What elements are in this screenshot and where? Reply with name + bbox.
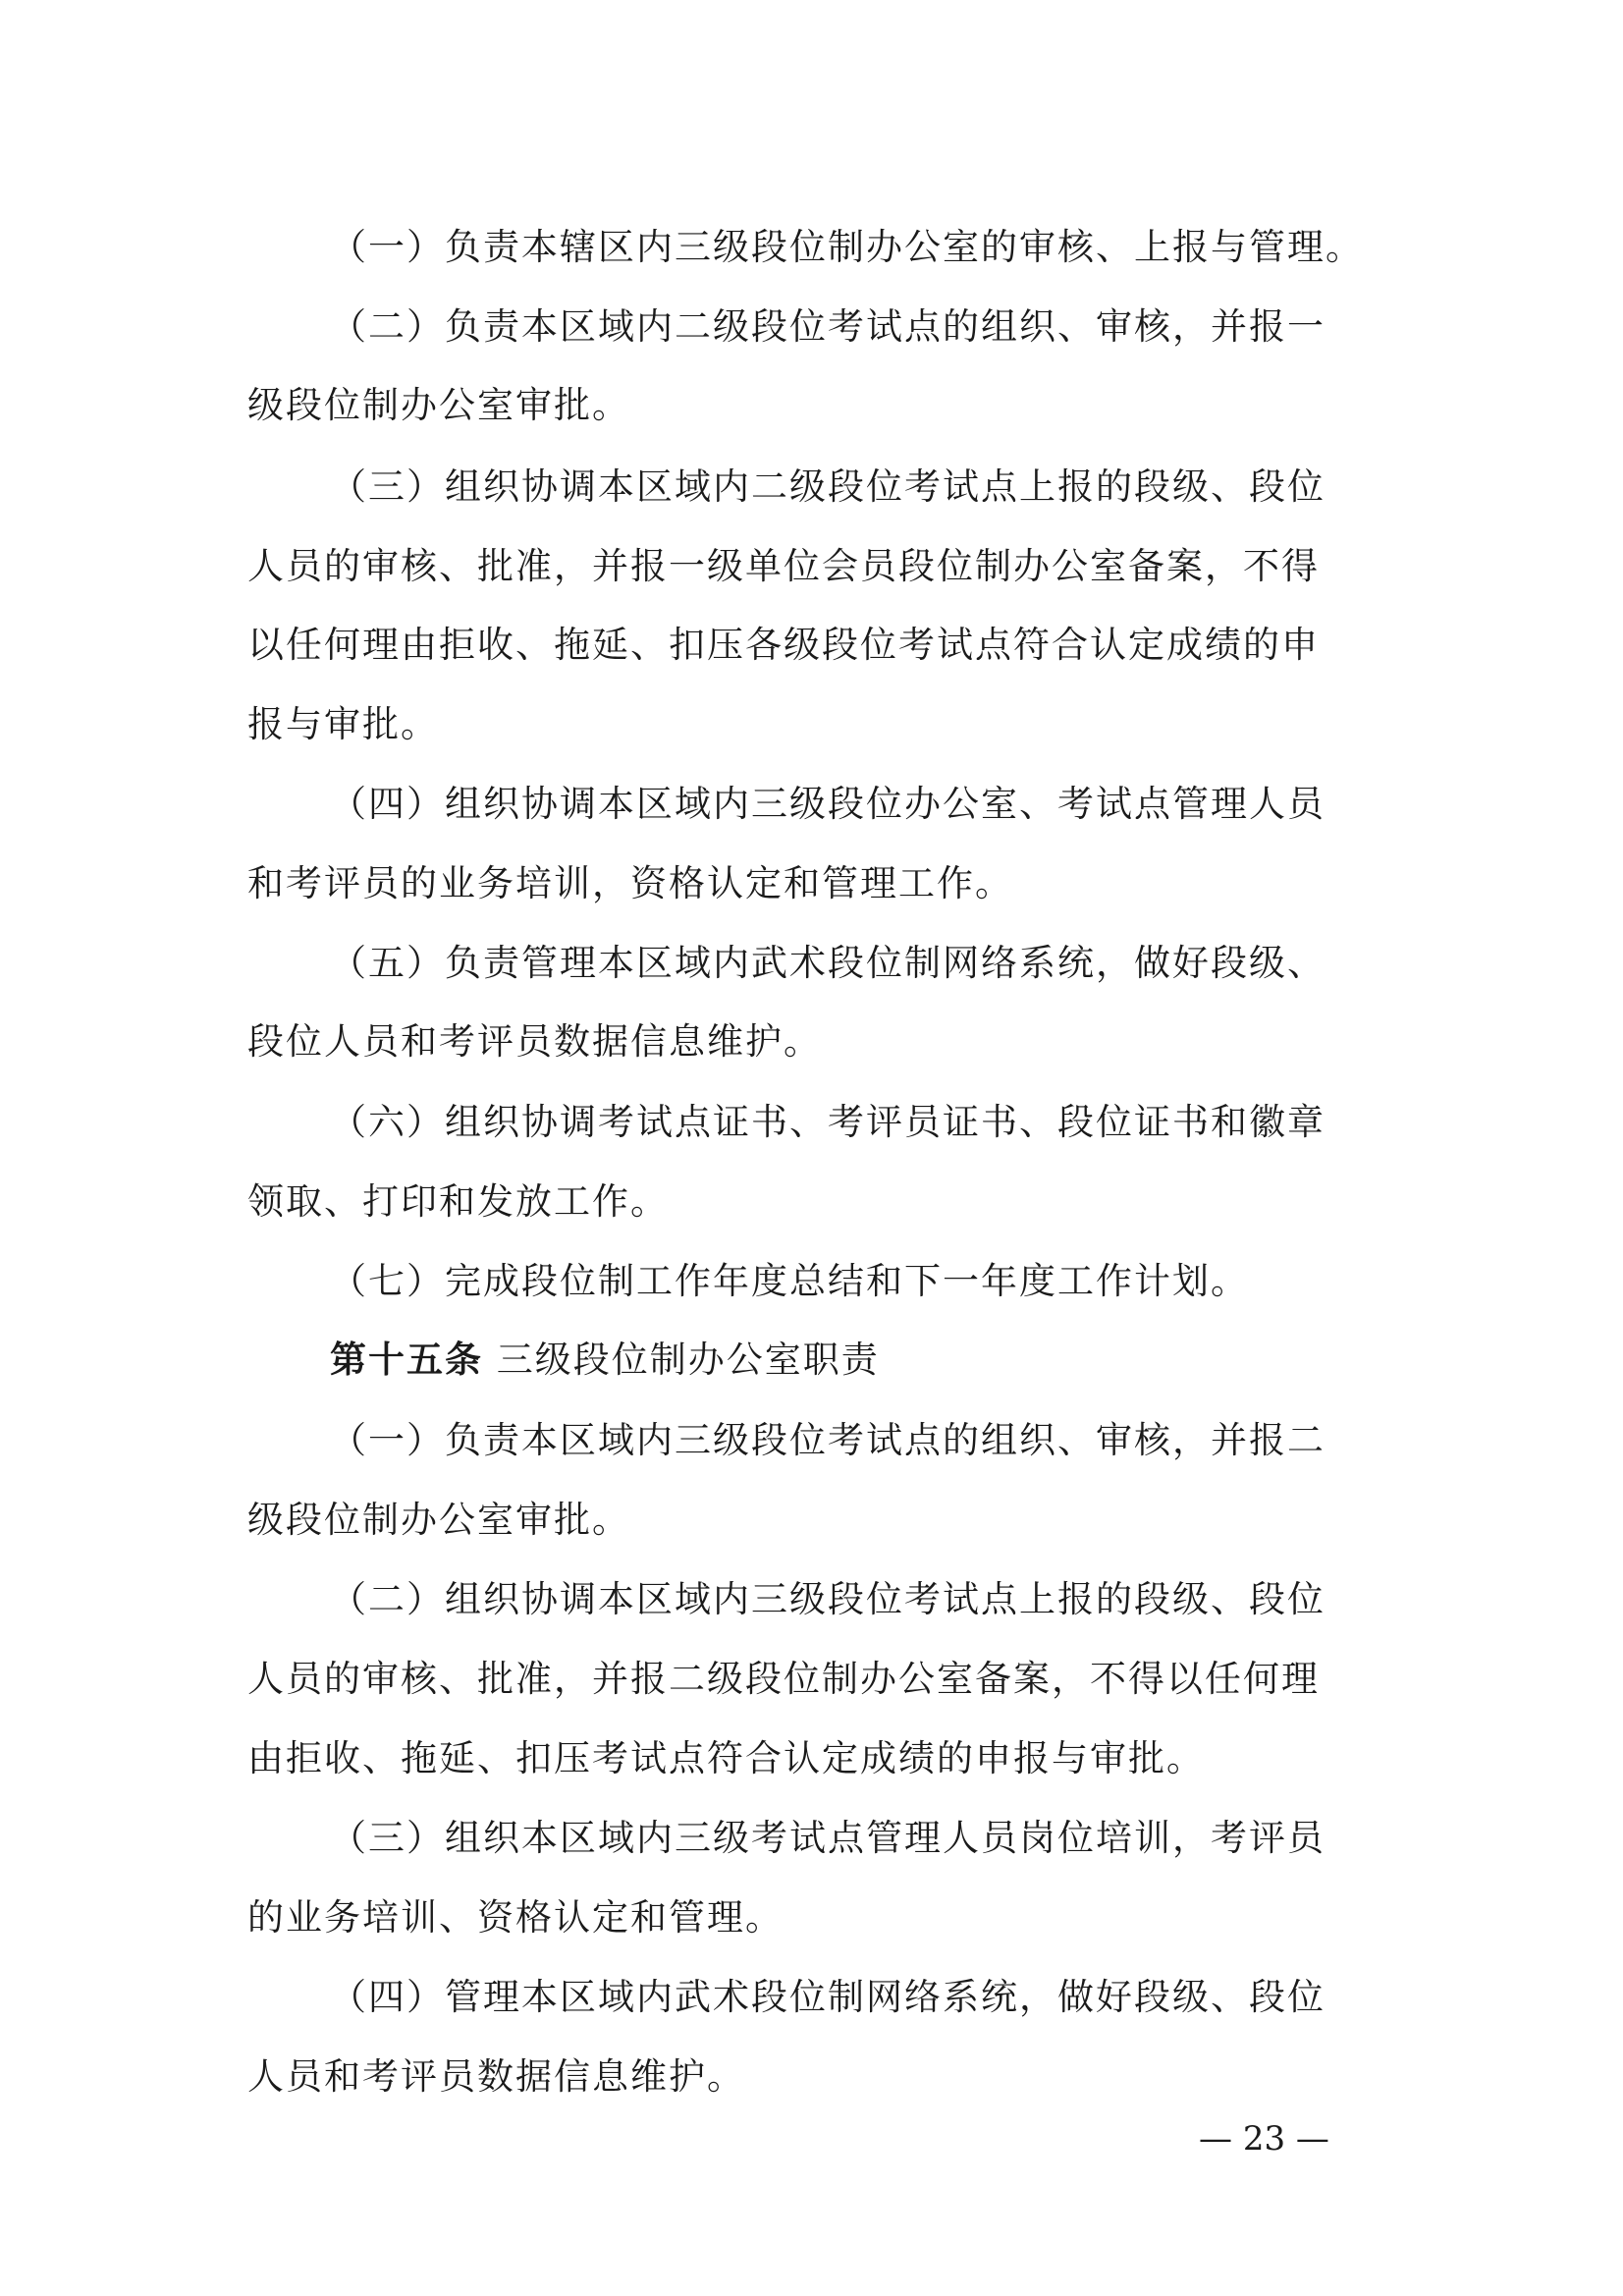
paragraph-line: 由拒收、拖延、扣压考试点符合认定成绩的申报与审批。 (247, 1737, 1205, 1779)
paragraph-line: （一）负责本辖区内三级段位制办公室的审核、上报与管理。 (330, 226, 1364, 268)
paragraph-line: 级段位制办公室审批。 (247, 384, 630, 426)
paragraph-line: （五）负责管理本区域内武术段位制网络系统，做好段级、 (330, 942, 1325, 984)
paragraph-line: 报与审批。 (247, 703, 439, 745)
paragraph-line: （四）管理本区域内武术段位制网络系统，做好段级、段位 (330, 1976, 1325, 2018)
article-number: 第十五条 (330, 1339, 483, 1381)
paragraph-line: （三）组织协调本区域内二级段位考试点上报的段级、段位 (330, 465, 1325, 508)
paragraph-line: （二）组织协调本区域内三级段位考试点上报的段级、段位 (330, 1578, 1325, 1620)
article-heading (330, 1331, 880, 1390)
paragraph-line: 人员的审核、批准，并报一级单位会员段位制办公室备案，不得 (247, 545, 1320, 587)
paragraph-line: （二）负责本区域内二级段位考试点的组织、审核，并报一 (330, 305, 1325, 348)
page-number: — 23 — (1199, 2119, 1329, 2159)
paragraph-line: （六）组织协调考试点证书、考评员证书、段位证书和徽章 (330, 1101, 1325, 1143)
paragraph-line: （四）组织协调本区域内三级段位办公室、考试点管理人员 (330, 783, 1325, 825)
paragraph-line: 的业务培训、资格认定和管理。 (247, 1896, 784, 1939)
page-footer (0, 2109, 1623, 2168)
paragraph-line: （一）负责本区域内三级段位考试点的组织、审核，并报二 (330, 1419, 1325, 1461)
paragraph-line: 以任何理由拒收、拖延、扣压各级段位考试点符合认定成绩的申 (247, 624, 1320, 666)
paragraph-line: 段位人员和考评员数据信息维护。 (247, 1020, 822, 1063)
paragraph-line: （七）完成段位制工作年度总结和下一年度工作计划。 (330, 1260, 1249, 1302)
paragraph-line: 人员的审核、批准，并报二级段位制办公室备案，不得以任何理 (247, 1658, 1320, 1700)
paragraph-line: 领取、打印和发放工作。 (247, 1180, 669, 1223)
paragraph-line: 和考评员的业务培训，资格认定和管理工作。 (247, 862, 1013, 904)
paragraph-line: （三）组织本区域内三级考试点管理人员岗位培训，考评员 (330, 1817, 1325, 1859)
paragraph-line: 级段位制办公室审批。 (247, 1499, 630, 1541)
paragraph-line: 人员和考评员数据信息维护。 (247, 2055, 745, 2098)
article-heading-text: 三级段位制办公室职责 (496, 1339, 880, 1381)
